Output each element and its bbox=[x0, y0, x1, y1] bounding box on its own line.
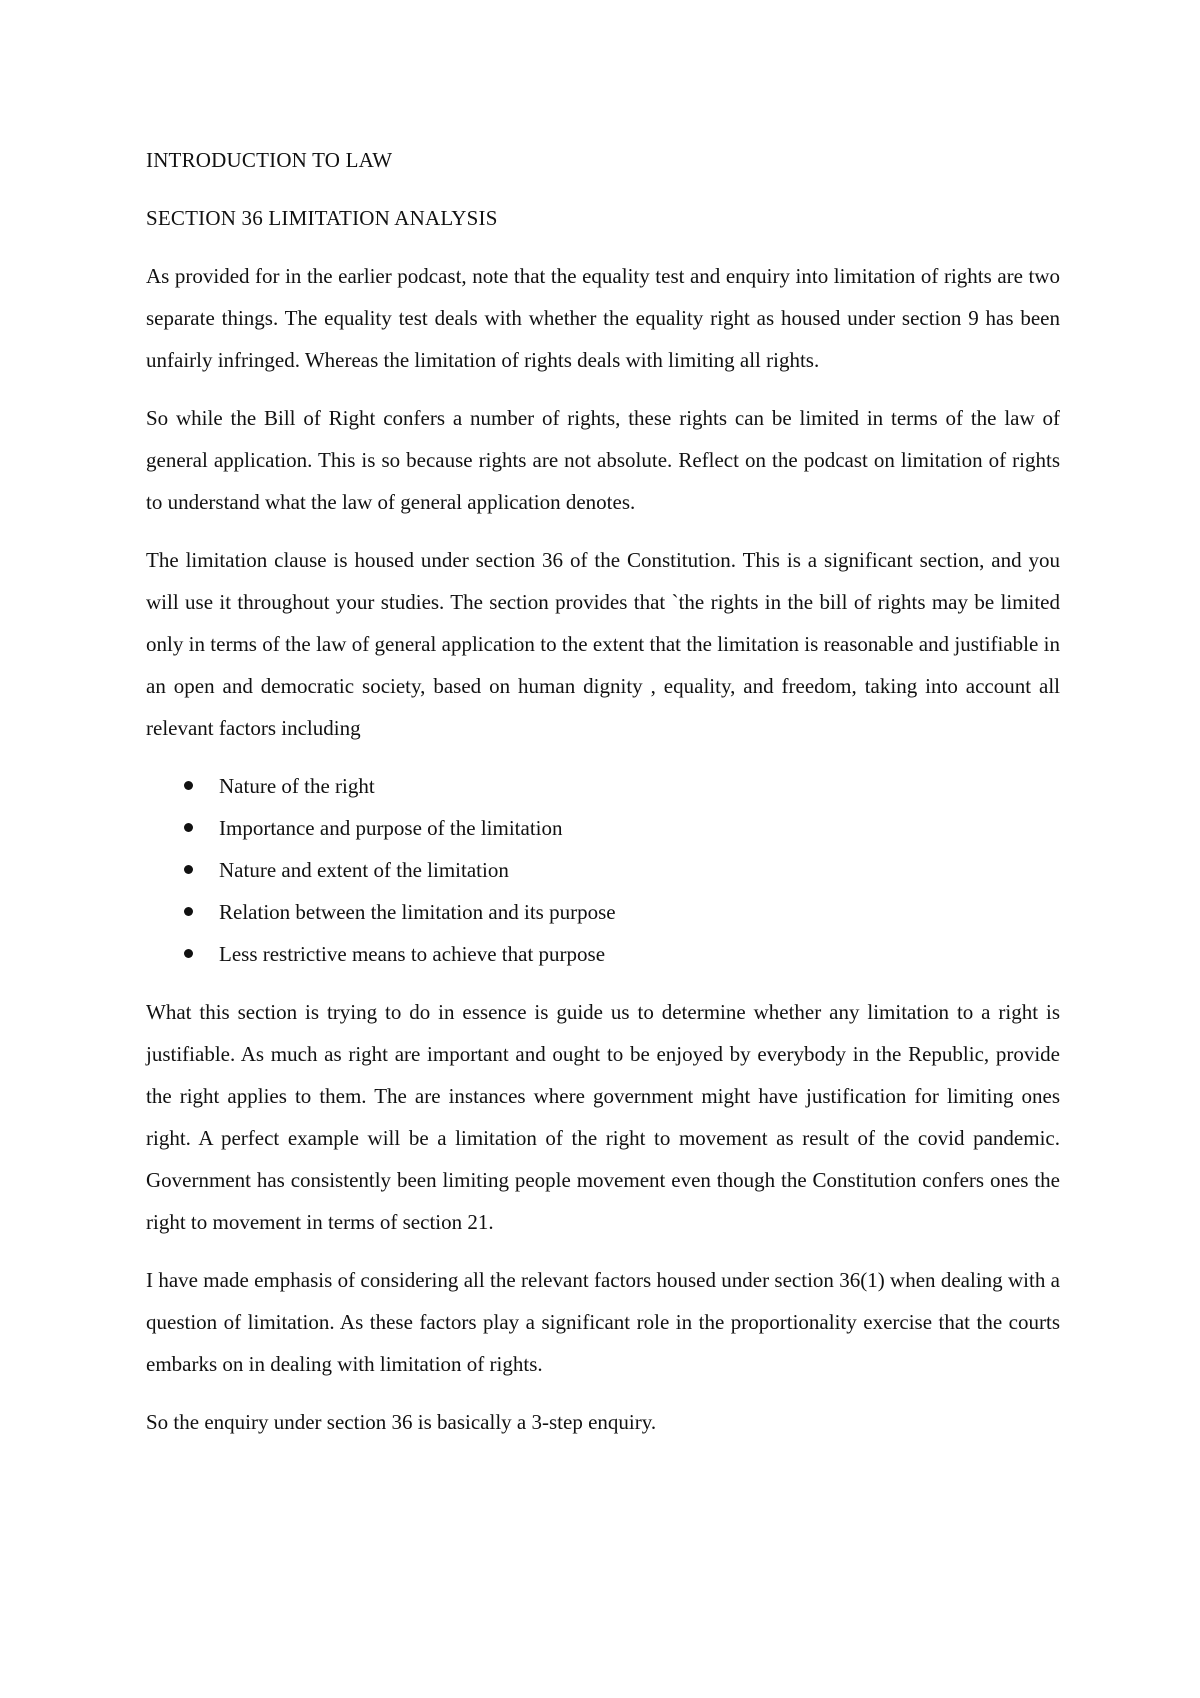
section-heading: SECTION 36 LIMITATION ANALYSIS bbox=[146, 206, 498, 230]
limitation-factors-list bbox=[146, 765, 1060, 975]
bullet-icon bbox=[184, 823, 193, 832]
factor-text: Importance and purpose of the limitation bbox=[219, 816, 563, 840]
paragraph-limitation-clause: The limitation clause is housed under section 36 of the Constitution. This is a significant section, and you will use it throughout your studies. The section provides that `the rights in the bill of rights may be limited only in terms of the law of general application to the extent that the limitation is reasonable and justifiable in an open and democratic society, based on human dignity , equality, and freedom, taking into account all relevant factors including bbox=[146, 548, 1060, 740]
document-title: INTRODUCTION TO LAW bbox=[146, 148, 393, 172]
bullet-icon bbox=[184, 907, 193, 916]
paragraph-justifiable-limitation: What this section is trying to do in essence is guide us to determine whether any limitation to a right is justifiable. As much as right are important and ought to be enjoyed by everybody in the Republic, provide the right applies to them. The are instances where government might have justification for limiting ones right. A perfect example will be a limitation of the right to movement as result of the covid pandemic. Government has consistently been limiting people movement even though the Constitution confers ones the right to movement in terms of section 21. bbox=[146, 1000, 1060, 1234]
factor-text: Nature and extent of the limitation bbox=[219, 858, 509, 882]
list-item bbox=[146, 933, 1060, 975]
paragraph-three-step-enquiry: So the enquiry under section 36 is basically a 3-step enquiry. bbox=[146, 1410, 657, 1434]
bullet-icon bbox=[184, 865, 193, 874]
paragraph-bill-of-rights: So while the Bill of Right confers a number of rights, these rights can be limited in terms of the law of general application. This is so because rights are not absolute. Reflect on the podcast on limitation of rights to understand what the law of general application denotes. bbox=[146, 406, 1060, 514]
list-item bbox=[146, 807, 1060, 849]
factor-text: Nature of the right bbox=[219, 774, 375, 798]
factor-text: Relation between the limitation and its purpose bbox=[219, 900, 616, 924]
paragraph-equality-vs-limitation: As provided for in the earlier podcast, note that the equality test and enquiry into limitation of rights are two separate things. The equality test deals with whether the equality right as housed under section 9 has been unfairly infringed. Whereas the limitation of rights deals with limiting all rights. bbox=[146, 264, 1060, 372]
factor-text: Less restrictive means to achieve that purpose bbox=[219, 942, 606, 966]
bullet-icon bbox=[184, 781, 193, 790]
list-item bbox=[146, 849, 1060, 891]
bullet-icon bbox=[184, 949, 193, 958]
list-item bbox=[146, 891, 1060, 933]
document-body bbox=[146, 139, 1060, 1459]
paragraph-relevant-factors: I have made emphasis of considering all the relevant factors housed under section 36(1) when dealing with a question of limitation. As these factors play a significant role in the proportionality exercise that the courts embarks on in dealing with limitation of rights. bbox=[146, 1268, 1060, 1376]
list-item bbox=[146, 765, 1060, 807]
